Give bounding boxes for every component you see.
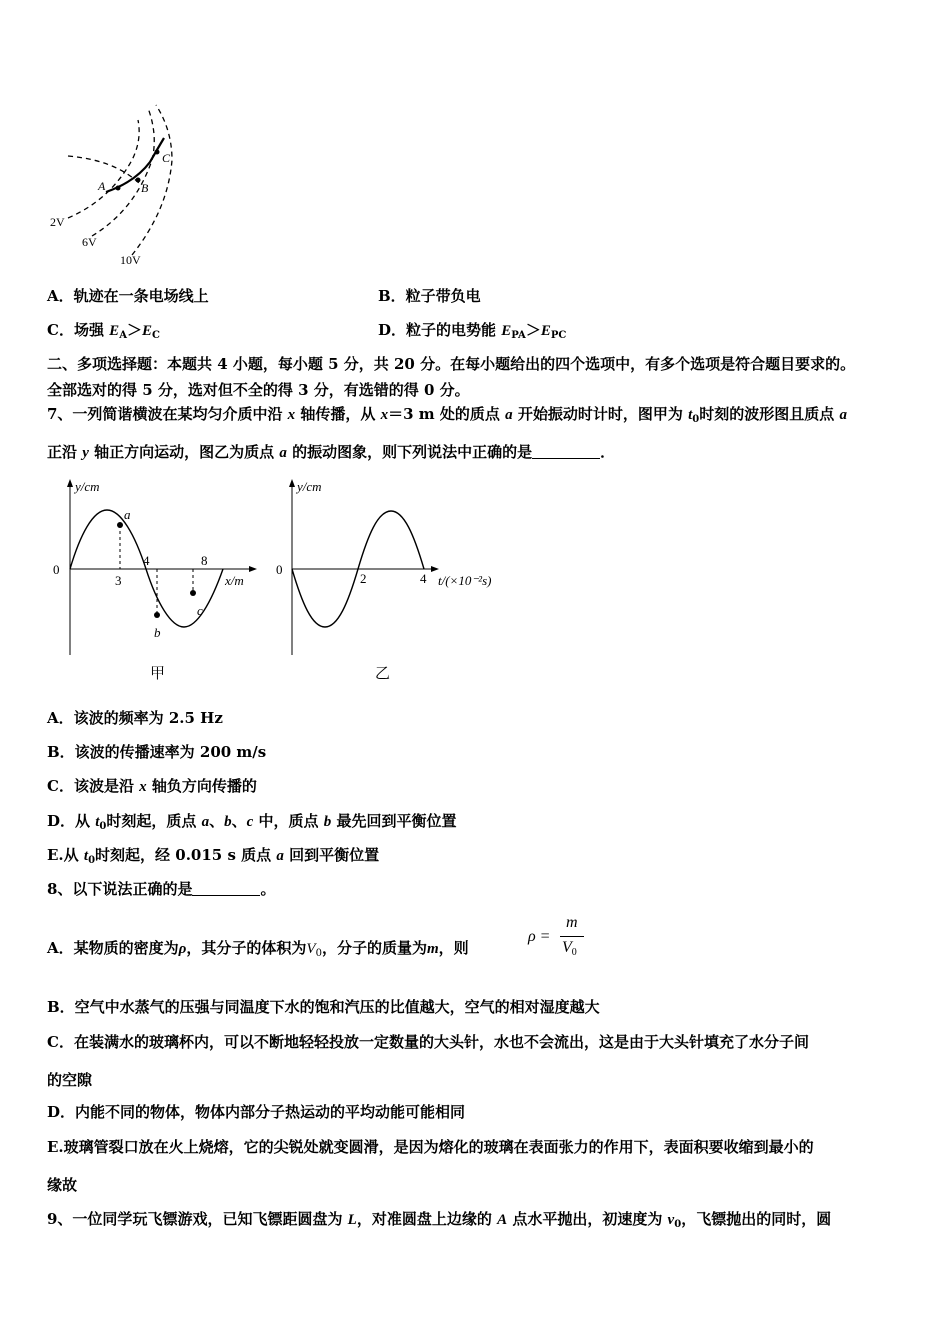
jia-point-c <box>190 590 196 596</box>
jia-tick-4: 4 <box>143 553 150 568</box>
answer-blank <box>532 444 600 459</box>
formula-bar <box>560 936 584 937</box>
jia-x-arrow <box>249 566 257 572</box>
point-a-dot <box>116 186 121 191</box>
formula-denominator: $V_0$ <box>562 939 577 958</box>
jia-point-b <box>154 612 160 618</box>
q7-option-e: E.从 $t_0$时刻起，经 0.015 s 质点 a 回到平衡位置 <box>47 846 380 866</box>
jia-y-label: y/cm <box>75 479 100 494</box>
label-c: C <box>162 151 171 165</box>
jia-label-a: a <box>124 507 131 522</box>
yi-origin: 0 <box>276 562 283 577</box>
q8-option-c-line1: C．在装满水的玻璃杯内，可以不断地轻轻投放一定数量的大头针，水也不会流出，这是由于大头针填充了水分子间 <box>47 1033 809 1051</box>
vibration-figure-yi <box>270 475 530 685</box>
q7-option-a: A．该波的频率为 2.5 Hz <box>47 709 223 727</box>
q7-option-c: C．该波是沿 x 轴负方向传播的 <box>47 777 257 795</box>
jia-caption: 甲 <box>150 666 166 682</box>
section2-line2: 全部选对的得 5 分，选对但不全的得 3 分，有选错的得 0 分。 <box>47 381 470 399</box>
jia-point-a <box>117 522 123 528</box>
jia-tick-8: 8 <box>201 553 208 568</box>
equipotential-figure <box>40 100 190 270</box>
section2-line1: 二、多项选择题：本题共 4 小题，每小题 5 分，共 20 分。在每小题给出的四个选项中，有多个选项是符合题目要求的。 <box>47 355 856 373</box>
q6-option-b: B．粒子带负电 <box>378 287 481 305</box>
formula-numerator: m <box>566 914 578 931</box>
q8-stem: 8、以下说法正确的是 。 <box>47 880 276 898</box>
yi-y-arrow <box>289 479 295 487</box>
q8-option-e-line1: E.玻璃管裂口放在火上烧熔，它的尖锐处就变圆滑，是因为熔化的玻璃在表面张力的作用下，表面积要收缩到最小的 <box>47 1138 814 1156</box>
q6-option-d: D．粒子的电势能 $E_{PA}>E_{PC}$ <box>378 321 567 341</box>
answer-blank <box>192 881 260 896</box>
point-c-dot <box>155 150 160 155</box>
yi-tick-2: 2 <box>360 571 367 586</box>
yi-y-label: y/cm <box>297 479 322 494</box>
q7-stem-line2: 正沿 y 轴正方向运动，图乙为质点 a 的振动图象，则下列说法中正确的是 ． <box>47 443 616 461</box>
jia-label-c: c <box>197 603 203 618</box>
yi-caption: 乙 <box>375 666 391 682</box>
label-10v: 10V <box>120 253 141 267</box>
q8-option-d: D．内能不同的物体，物体内部分子热运动的平均动能可能相同 <box>47 1103 466 1121</box>
jia-y-arrow <box>67 479 73 487</box>
label-b: B <box>141 181 149 195</box>
yi-tick-4: 4 <box>420 571 427 586</box>
jia-label-b: b <box>154 625 161 640</box>
q7-stem-line1: 7、一列简谐横波在某均匀介质中沿 x 轴传播，从 x＝3 m 处的质点 a 开始振动时计时，图甲为 $t_0$时刻的波形图且质点 a <box>47 405 847 425</box>
q7-option-d: D．从 $t_0$时刻起，质点 a、b、c 中，质点 b 最先回到平衡位置 <box>47 812 457 832</box>
q7-option-b: B．该波的传播速率为 200 m/s <box>47 743 267 761</box>
q8-option-a: A．某物质的密度为ρ，其分子的体积为$V_0$，分子的质量为m，则 <box>47 939 469 959</box>
yi-x-arrow <box>431 566 439 572</box>
q6-option-c: C．场强 $E_A>E_C$ <box>47 321 160 341</box>
yi-x-label: t/(×10⁻²s) <box>438 573 492 588</box>
label-a: A <box>98 179 106 193</box>
point-b-dot <box>136 178 141 183</box>
q6-option-a: A．轨迹在一条电场线上 <box>47 287 209 305</box>
formula-lhs: ρ = <box>528 928 551 945</box>
q8-option-c-line2: 的空隙 <box>47 1071 93 1089</box>
jia-tick-3: 3 <box>115 573 122 588</box>
jia-origin: 0 <box>53 562 60 577</box>
label-6v: 6V <box>82 235 97 249</box>
q9-stem: 9、一位同学玩飞镖游戏，已知飞镖距圆盘为 L，对准圆盘上边缘的 A 点水平抛出，初速度为 $v_0$，飞镖抛出的同时，圆 <box>47 1210 832 1230</box>
jia-x-label: x/m <box>225 573 244 588</box>
q8-option-e-line2: 缘故 <box>47 1176 78 1194</box>
q8-option-b: B．空气中水蒸气的压强与同温度下水的饱和汽压的比值越大，空气的相对湿度越大 <box>47 998 600 1016</box>
wave-figure-jia <box>45 475 275 685</box>
label-2v: 2V <box>50 215 65 229</box>
